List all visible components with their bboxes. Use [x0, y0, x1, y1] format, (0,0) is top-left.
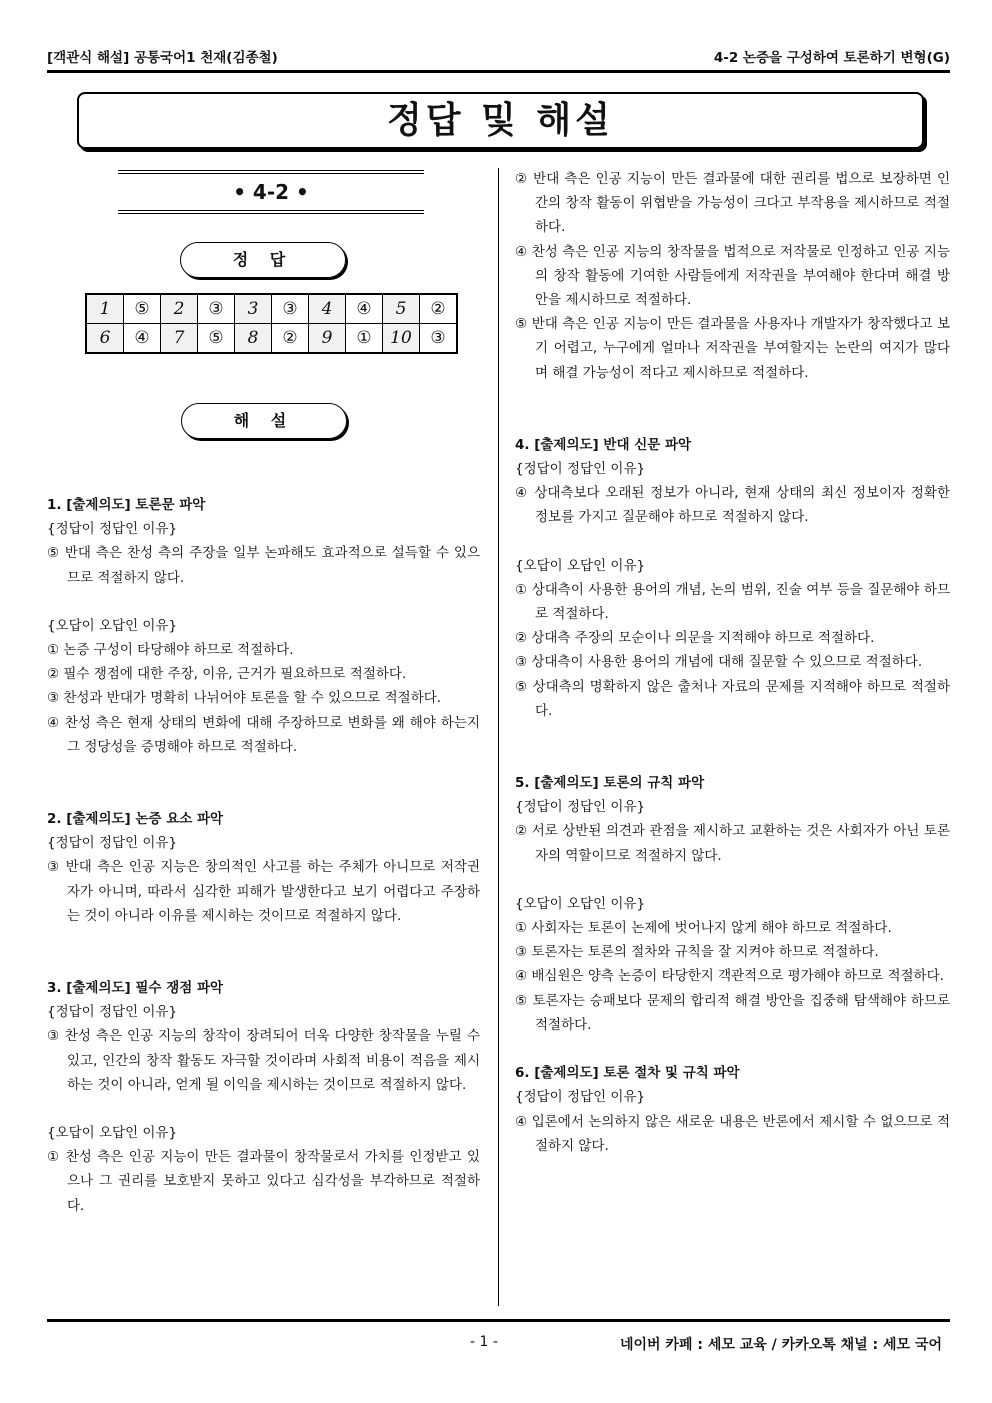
header-left: [객관식 해설] 공통국어1 천재(김종철) — [47, 50, 278, 66]
question-number: 7 — [161, 324, 198, 354]
left-column — [47, 493, 480, 1218]
q2-correct-3: ③ 반대 측은 인공 지능은 창의적인 사고를 하는 주체가 아니므로 저작권자가 아니며, 따라서 심각한 피해가 발생한다고 보기 어렵다고 주장하는 것이 아니라 이유를 제시하는 것이므로 적절하지 않다. — [47, 859, 480, 924]
answer-choice: ③ — [198, 294, 235, 324]
answer-choice: ② — [420, 294, 458, 324]
answer-row — [86, 324, 457, 354]
q5-wrong-5: ⑤ 토론자는 승패보다 문제의 합리적 해결 방안을 집중해 탐색해야 하므로 적절하다. — [515, 992, 950, 1033]
q4-correct-4: ④ 상대측보다 오래된 정보가 아니라, 현재 상태의 최신 정보이자 정확한 정보를 가지고 질문해야 하므로 적절하지 않다. — [515, 485, 950, 526]
footer-source: 네이버 카페 : 세모 교육 / 카카오톡 채널 : 세모 국어 — [619, 1337, 942, 1353]
answer-choice: ④ — [124, 324, 161, 354]
q5-title: 5. [출제의도] 토론의 규칙 파악 — [515, 775, 705, 792]
q2-correct-head: {정답이 정답인 이유} — [47, 835, 178, 852]
q4-wrong-1: ① 상대측이 사용한 용어의 개념, 논의 범위, 진술 여부 등을 질문해야 하므로 적절하다. — [515, 581, 950, 623]
question-number: 1 — [86, 294, 124, 324]
explanation-heading: 해 설 — [181, 403, 347, 439]
q3-wrong-5: ⑤ 반대 측은 인공 지능이 만든 결과물을 사용자나 개발자가 창작했다고 보기 어렵고, 누구에게 얼마나 저작권을 부여할지는 논란의 여지가 많다며 해결 가능성이 적다고 제시하므로 적절하다. — [515, 316, 950, 381]
q6-title: 6. [출제의도] 토론 절차 및 규칙 파악 — [515, 1065, 740, 1082]
header-rule — [47, 70, 950, 73]
q6-correct-4: ④ 입론에서 논의하지 않은 새로운 내용은 반론에서 제시할 수 없으므로 적절하지 않다. — [515, 1113, 950, 1154]
q3-wrong-2: ② 반대 측은 인공 지능이 만든 결과물에 대한 권리를 법으로 보장하면 인간의 창작 활동이 위협받을 가능성이 크다고 부작용을 제시하므로 적절하다. — [515, 171, 950, 236]
answer-choice: ③ — [272, 294, 309, 324]
answer-choice: ④ — [346, 294, 383, 324]
page-number: - 1 - — [470, 1334, 498, 1350]
footer-rule — [47, 1319, 950, 1322]
title-box — [77, 92, 924, 149]
q5-correct-2: ② 서로 상반된 의견과 관점을 제시하고 교환하는 것은 사회자가 아닌 토론자의 역할이므로 적절하지 않다. — [515, 823, 950, 864]
page-title: 정답 및 해설 — [387, 100, 614, 141]
page-header — [47, 46, 950, 68]
q5-wrong-3: ③ 토론자는 토론의 절차와 규칙을 잘 지켜야 하므로 적절하다. — [515, 944, 879, 961]
header-right: 4-2 논증을 구성하여 토론하기 변형(G) — [713, 50, 950, 66]
answer-choice: ⑤ — [124, 294, 161, 324]
q3-wrong-4: ④ 찬성 측은 인공 지능의 창작물을 법적으로 저작물로 인정하고 인공 지능의 창작 활동에 기여한 사람들에게 저작권을 부여해야 한다며 해결 방안을 제시하므로 적절하다. — [515, 243, 950, 309]
q1-wrong-1: ① 논증 구성이 타당해야 하므로 적절하다. — [47, 642, 294, 659]
q4-correct-head: {정답이 정답인 이유} — [515, 461, 646, 478]
q4-wrong-head: {오답이 오답인 이유} — [515, 557, 646, 574]
q3-wrong-1: ① 찬성 측은 인공 지능이 만든 결과물이 창작물로서 가치를 인정받고 있으나 그 권리를 보호받지 못하고 있다고 심각성을 부각하므로 적절하다. — [47, 1149, 480, 1214]
q4-wrong-3: ③ 상대측이 사용한 용어의 개념에 대해 질문할 수 있으므로 적절하다. — [515, 654, 923, 671]
question-number: 8 — [235, 324, 272, 354]
q6-correct-head: {정답이 정답인 이유} — [515, 1089, 646, 1106]
question-number: 2 — [161, 294, 198, 324]
q1-wrong-3: ③ 찬성과 반대가 명확히 나뉘어야 토론을 할 수 있으므로 적절하다. — [47, 690, 442, 707]
question-number: 6 — [86, 324, 124, 354]
q4-wrong-2: ② 상대측 주장의 모순이나 의문을 지적해야 하므로 적절하다. — [515, 630, 875, 647]
section-label — [118, 170, 424, 215]
q5-wrong-4: ④ 배심원은 양측 논증이 타당한지 객관적으로 평가해야 하므로 적절하다. — [515, 968, 944, 985]
q1-wrong-2: ② 필수 쟁점에 대한 주장, 이유, 근거가 필요하므로 적절하다. — [47, 666, 407, 683]
q5-correct-head: {정답이 정답인 이유} — [515, 799, 646, 816]
q1-wrong-head: {오답이 오답인 이유} — [47, 617, 178, 634]
section-number: • 4-2 • — [233, 180, 309, 204]
answer-choice: ② — [272, 324, 309, 354]
question-number: 5 — [383, 294, 420, 324]
column-divider — [498, 168, 499, 1306]
q4-wrong-5: ⑤ 상대측의 명확하지 않은 출처나 자료의 문제를 지적해야 하므로 적절하다. — [515, 678, 950, 719]
q4-title: 4. [출제의도] 반대 신문 파악 — [515, 436, 692, 453]
answer-choice: ① — [346, 324, 383, 354]
q5-wrong-1: ① 사회자는 토론이 논제에 벗어나지 않게 해야 하므로 적절하다. — [515, 920, 892, 937]
q1-correct-5: ⑤ 반대 측은 찬성 측의 주장을 일부 논파해도 효과적으로 설득할 수 있으므로 적절하지 않다. — [47, 545, 480, 586]
answer-row — [86, 294, 457, 324]
q1-wrong-4: ④ 찬성 측은 현재 상태의 변화에 대해 주장하므로 변화를 왜 해야 하는지 그 정당성을 증명해야 하므로 적절하다. — [47, 714, 480, 755]
q2-title: 2. [출제의도] 논증 요소 파악 — [47, 811, 224, 828]
answers-heading: 정 답 — [180, 242, 346, 278]
q3-wrong-head: {오답이 오답인 이유} — [47, 1125, 178, 1142]
question-number: 4 — [309, 294, 346, 324]
q5-wrong-head: {오답이 오답인 이유} — [515, 895, 646, 912]
answer-choice: ⑤ — [198, 324, 235, 354]
question-number: 10 — [383, 324, 420, 354]
right-column — [515, 167, 950, 1158]
q3-title: 3. [출제의도] 필수 쟁점 파악 — [47, 980, 224, 997]
q3-correct-3: ③ 찬성 측은 인공 지능의 창작이 장려되어 더욱 다양한 창작물을 누릴 수 있고, 인간의 창작 활동도 자극할 것이라며 사회적 비용이 적음을 제시하는 것이 아니라, 얻게 될 이익을 제시하는 것이므로 적절하지 않다. — [47, 1028, 480, 1093]
q1-title: 1. [출제의도] 토론문 파악 — [47, 497, 206, 513]
q1-correct-head: {정답이 정답인 이유} — [47, 521, 178, 538]
answer-table — [85, 293, 458, 354]
answer-choice: ③ — [420, 324, 458, 354]
question-number: 9 — [309, 324, 346, 354]
section-rule-bottom — [118, 210, 424, 214]
q3-correct-head: {정답이 정답인 이유} — [47, 1004, 178, 1021]
question-number: 3 — [235, 294, 272, 324]
